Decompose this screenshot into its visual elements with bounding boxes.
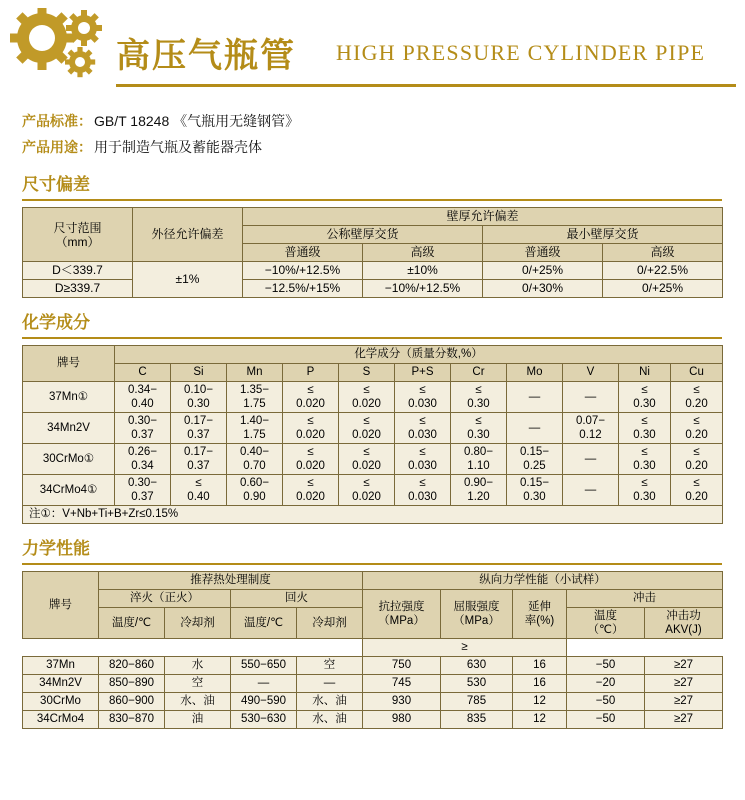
dim-header-wall: 壁厚允许偏差 [243,208,723,226]
mech-header-grade: 牌号 [23,572,99,639]
mech-header-quench: 淬火（正火） [99,590,231,608]
chem-cell-value: — [507,382,563,413]
dimension-table [22,207,723,298]
chem-cell-value: ≤ 0.030 [395,413,451,444]
mech-cell-temper-coolant: — [297,675,363,693]
chem-cell-value: ≤ 0.020 [339,382,395,413]
mech-ge-blank [23,639,363,657]
mech-cell-quench-coolant: 水、油 [165,693,231,711]
chem-cell-value: ≤ 0.20 [671,413,723,444]
chem-col-p: P [283,364,339,382]
mech-ge-cell: ≥ [363,639,567,657]
mech-cell-quench-temp: 820−860 [99,657,165,675]
chem-cell-value: 0.40− 0.70 [227,444,283,475]
chem-cell-value: ≤ 0.20 [671,382,723,413]
table-row [23,280,723,298]
chem-cell-value: ≤ 0.40 [171,475,227,506]
dim-cell-nominal-ordinary: −12.5%/+15% [243,280,363,298]
mech-header-yield: 屈服强度 （MPa） [441,590,513,639]
chem-cell-value: ≤ 0.30 [451,413,507,444]
chem-col-cr: Cr [451,364,507,382]
chemical-table [22,345,723,524]
chem-cell-value: 0.07− 0.12 [563,413,619,444]
mech-ge-row [23,639,723,657]
page-header [0,0,745,92]
mech-header-impact: 冲击 [567,590,723,608]
mech-cell-grade: 34CrMo4 [23,711,99,729]
mech-header-temper: 回火 [231,590,363,608]
section-underline-mechanical [22,563,722,565]
mech-cell-grade: 34Mn2V [23,675,99,693]
chem-cell-value: ≤ 0.030 [395,475,451,506]
mech-cell-impact-temp: −20 [567,675,645,693]
chem-cell-value: 0.15− 0.25 [507,444,563,475]
mech-cell-quench-temp: 860−900 [99,693,165,711]
table-row [23,657,723,675]
chem-col-s: S [339,364,395,382]
info-value-standard: GB/T 18248 《气瓶用无缝钢管》 [94,113,300,129]
chem-cell-value: ≤ 0.030 [395,382,451,413]
table-header-row [23,364,723,382]
mech-cell-elongation: 12 [513,711,567,729]
dim-cell-nominal-ordinary: −10%/+12.5% [243,262,363,280]
mech-cell-yield: 785 [441,693,513,711]
mech-cell-tensile: 980 [363,711,441,729]
mech-cell-grade: 37Mn [23,657,99,675]
dim-header-size: 尺寸范围 （mm） [23,208,133,262]
chem-cell-value: ≤ 0.030 [395,444,451,475]
mech-cell-temper-temp: 490−590 [231,693,297,711]
mech-cell-quench-temp: 830−870 [99,711,165,729]
info-label-usage: 产品用途： [22,139,92,155]
chem-cell-value: ≤ 0.30 [619,444,671,475]
dim-cell-min-high: 0/+22.5% [603,262,723,280]
mech-header-quench-temp: 温度/℃ [99,608,165,639]
mech-cell-temper-coolant: 水、油 [297,693,363,711]
info-label-standard: 产品标准： [22,113,92,129]
chem-cell-value: 0.15− 0.30 [507,475,563,506]
header-divider [116,84,736,87]
mech-header-quench-coolant: 冷却剂 [165,608,231,639]
chem-cell-value: 0.60− 0.90 [227,475,283,506]
dim-cell-nominal-high: −10%/+12.5% [363,280,483,298]
mech-header-impact-akv: 冲击功 AKV(J) [645,608,723,639]
chem-cell-grade: 34Mn2V [23,413,115,444]
chem-cell-value: ≤ 0.020 [339,444,395,475]
dim-cell-min-ordinary: 0/+25% [483,262,603,280]
section-title-mechanical: 力学性能 [22,539,90,558]
mech-cell-yield: 835 [441,711,513,729]
chem-cell-grade: 37Mn① [23,382,115,413]
dim-cell-size: D≥339.7 [23,280,133,298]
chem-cell-value: ≤ 0.30 [619,413,671,444]
chem-cell-grade: 34CrMo4① [23,475,115,506]
mech-cell-impact-akv: ≥27 [645,657,723,675]
mech-cell-temper-coolant: 空 [297,657,363,675]
dim-header-nominal: 公称壁厚交货 [243,226,483,244]
chem-col-ni: Ni [619,364,671,382]
mech-cell-tensile: 930 [363,693,441,711]
chem-col-cu: Cu [671,364,723,382]
chem-cell-grade: 30CrMo① [23,444,115,475]
dim-cell-min-ordinary: 0/+30% [483,280,603,298]
mech-cell-elongation: 16 [513,657,567,675]
dim-header-nominal-high: 高级 [363,244,483,262]
chem-cell-value: 0.80− 1.10 [451,444,507,475]
mech-cell-tensile: 745 [363,675,441,693]
mech-cell-temper-temp: 530−630 [231,711,297,729]
product-info [22,108,745,160]
mech-cell-impact-akv: ≥27 [645,711,723,729]
chem-cell-value: ≤ 0.020 [283,475,339,506]
mech-header-impact-temp: 温度 （℃） [567,608,645,639]
dim-cell-size: D＜339.7 [23,262,133,280]
dim-cell-od: ±1% [133,262,243,298]
chem-cell-value: — [507,413,563,444]
mech-cell-elongation: 12 [513,693,567,711]
mech-cell-quench-temp: 850−890 [99,675,165,693]
mech-cell-grade: 30CrMo [23,693,99,711]
chem-cell-value: ≤ 0.20 [671,444,723,475]
chem-header-group: 化学成分（质量分数,%） [115,346,723,364]
mech-ge-blank-right [567,639,723,657]
mech-cell-impact-akv: ≥27 [645,675,723,693]
info-row-standard [22,108,745,134]
mech-cell-impact-temp: −50 [567,657,645,675]
chem-col-mn: Mn [227,364,283,382]
chem-cell-value: 0.34− 0.40 [115,382,171,413]
chem-cell-value: ≤ 0.30 [619,475,671,506]
dim-cell-min-high: 0/+25% [603,280,723,298]
mech-header-temper-coolant: 冷却剂 [297,608,363,639]
chem-col-mo: Mo [507,364,563,382]
chem-col-v: V [563,364,619,382]
mech-cell-impact-akv: ≥27 [645,693,723,711]
section-underline-chemical [22,337,722,339]
info-row-usage [22,134,745,160]
table-row [23,444,723,475]
table-row [23,382,723,413]
dim-header-nominal-ordinary: 普通级 [243,244,363,262]
mech-cell-impact-temp: −50 [567,711,645,729]
chem-cell-value: 0.17− 0.37 [171,413,227,444]
dim-header-minimum: 最小壁厚交货 [483,226,723,244]
page-title-en: HIGH PRESSURE CYLINDER PIPE [336,40,706,65]
mech-header-heat: 推荐热处理制度 [99,572,363,590]
mech-cell-quench-coolant: 水 [165,657,231,675]
mechanical-table [22,571,723,729]
table-row [23,475,723,506]
table-header-row [23,346,723,364]
table-row [23,506,723,524]
table-header-row [23,208,723,226]
chem-col-c: C [115,364,171,382]
mech-cell-quench-coolant: 油 [165,711,231,729]
chem-cell-value: 0.30− 0.37 [115,413,171,444]
dim-header-min-ordinary: 普通级 [483,244,603,262]
chem-cell-value: 1.35− 1.75 [227,382,283,413]
chem-cell-value: 0.10− 0.30 [171,382,227,413]
chem-note: 注①：V+Nb+Ti+B+Zr≤0.15% [23,506,723,524]
mech-cell-quench-coolant: 空 [165,675,231,693]
mech-cell-yield: 530 [441,675,513,693]
mech-header-elongation: 延伸 率(%) [513,590,567,639]
table-header-row [23,590,723,608]
info-value-usage: 用于制造气瓶及蓄能器壳体 [94,139,262,155]
section-underline-dimension [22,199,722,201]
table-header-row [23,572,723,590]
section-title-dimension: 尺寸偏差 [22,175,90,194]
chem-cell-value: 0.17− 0.37 [171,444,227,475]
dim-cell-nominal-high: ±10% [363,262,483,280]
table-row [23,711,723,729]
mech-header-tensile: 抗拉强度 （MPa） [363,590,441,639]
table-row [23,675,723,693]
gears-logo-icon [8,8,112,80]
chem-cell-value: ≤ 0.20 [671,475,723,506]
page-title-cn: 高压气瓶管 [116,36,296,76]
chem-cell-value: ≤ 0.020 [283,382,339,413]
chem-col-ps: P+S [395,364,451,382]
chem-cell-value: 1.40− 1.75 [227,413,283,444]
chem-cell-value: — [563,475,619,506]
mech-cell-impact-temp: −50 [567,693,645,711]
mech-header-longitudinal: 纵向力学性能（小试样） [363,572,723,590]
mech-cell-temper-temp: — [231,675,297,693]
chem-cell-value: ≤ 0.020 [339,413,395,444]
chem-header-grade: 牌号 [23,346,115,382]
chem-cell-value: ≤ 0.020 [283,444,339,475]
mech-header-temper-temp: 温度/℃ [231,608,297,639]
mech-cell-tensile: 750 [363,657,441,675]
chem-cell-value: ≤ 0.020 [283,413,339,444]
table-row [23,262,723,280]
dim-header-min-high: 高级 [603,244,723,262]
mech-cell-temper-coolant: 水、油 [297,711,363,729]
mech-cell-elongation: 16 [513,675,567,693]
chem-cell-value: — [563,382,619,413]
dim-header-od: 外径允许偏差 [133,208,243,262]
chem-cell-value: 0.26− 0.34 [115,444,171,475]
chem-cell-value: ≤ 0.30 [451,382,507,413]
table-row [23,413,723,444]
table-row [23,693,723,711]
mech-cell-yield: 630 [441,657,513,675]
chem-col-si: Si [171,364,227,382]
section-title-chemical: 化学成分 [22,313,90,332]
chem-cell-value: ≤ 0.30 [619,382,671,413]
chem-cell-value: ≤ 0.020 [339,475,395,506]
chem-cell-value: 0.30− 0.37 [115,475,171,506]
chem-cell-value: — [563,444,619,475]
mech-cell-temper-temp: 550−650 [231,657,297,675]
chem-cell-value: 0.90− 1.20 [451,475,507,506]
